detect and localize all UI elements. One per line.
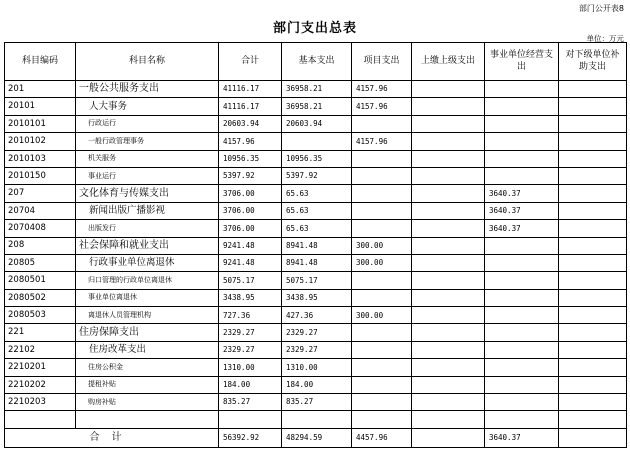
row-lower — [559, 341, 627, 358]
row-upper — [412, 341, 485, 358]
table-row — [5, 289, 627, 306]
row-basic: 3438.95 — [282, 289, 352, 306]
col-header-name: 科目名称 — [76, 43, 219, 81]
row-business — [485, 237, 559, 254]
row-lower — [559, 359, 627, 376]
row-name: 出版发行 — [76, 220, 219, 237]
row-lower — [559, 98, 627, 115]
table-row — [5, 237, 627, 254]
row-code: 2080502 — [5, 289, 76, 306]
row-code: 2080501 — [5, 272, 76, 289]
row-project: 4157.96 — [352, 81, 412, 98]
row-total: 184.00 — [219, 376, 282, 393]
row-total: 41116.17 — [219, 81, 282, 98]
table-row — [5, 272, 627, 289]
table-row — [5, 133, 627, 150]
table-row — [5, 359, 627, 376]
row-basic: 65.63 — [282, 185, 352, 202]
row-total: 4157.96 — [219, 133, 282, 150]
table-row — [5, 115, 627, 132]
row-upper — [412, 254, 485, 271]
total-project: 4457.96 — [352, 428, 412, 447]
row-upper — [412, 272, 485, 289]
row-project — [352, 289, 412, 306]
row-project — [352, 167, 412, 184]
row-basic: 835.27 — [282, 394, 352, 411]
table-row — [5, 185, 627, 202]
table-row — [5, 394, 627, 411]
row-total: 9241.48 — [219, 237, 282, 254]
row-basic: 2329.27 — [282, 341, 352, 358]
row-project — [352, 185, 412, 202]
row-project: 4157.96 — [352, 133, 412, 150]
row-code: 207 — [5, 185, 76, 202]
row-upper — [412, 167, 485, 184]
row-total: 835.27 — [219, 394, 282, 411]
row-name: 一般行政管理事务 — [76, 133, 219, 150]
row-business: 3640.37 — [485, 185, 559, 202]
table-row — [5, 98, 627, 115]
total-upper — [412, 428, 485, 447]
col-header-lower: 对下级单位补助支出 — [559, 43, 627, 81]
row-project — [352, 150, 412, 167]
empty-cell — [219, 411, 282, 428]
row-business: 3640.37 — [485, 202, 559, 219]
row-project — [352, 341, 412, 358]
row-code: 201 — [5, 81, 76, 98]
row-total: 10956.35 — [219, 150, 282, 167]
row-project — [352, 359, 412, 376]
row-total: 20603.94 — [219, 115, 282, 132]
row-total: 5075.17 — [219, 272, 282, 289]
table-row — [5, 324, 627, 341]
row-total: 1310.00 — [219, 359, 282, 376]
row-lower — [559, 115, 627, 132]
row-lower — [559, 394, 627, 411]
row-project — [352, 272, 412, 289]
row-total: 3438.95 — [219, 289, 282, 306]
row-total: 2329.27 — [219, 324, 282, 341]
row-project — [352, 220, 412, 237]
row-total: 3706.00 — [219, 202, 282, 219]
total-lower — [559, 428, 627, 447]
row-business — [485, 254, 559, 271]
row-total: 3706.00 — [219, 220, 282, 237]
expenditure-table — [4, 42, 627, 448]
report-tag: 部门公开表8 — [578, 4, 624, 13]
row-business — [485, 359, 559, 376]
row-lower — [559, 167, 627, 184]
row-lower — [559, 81, 627, 98]
row-lower — [559, 324, 627, 341]
row-basic: 184.00 — [282, 376, 352, 393]
table-row — [5, 81, 627, 98]
empty-cell — [5, 411, 76, 428]
table-row — [5, 376, 627, 393]
row-lower — [559, 237, 627, 254]
row-name: 文化体育与传媒支出 — [76, 185, 219, 202]
row-name: 离退休人员管理机构 — [76, 307, 219, 324]
row-upper — [412, 81, 485, 98]
row-basic: 36958.21 — [282, 98, 352, 115]
row-business — [485, 324, 559, 341]
row-name: 提租补贴 — [76, 376, 219, 393]
table-row — [5, 150, 627, 167]
col-header-upper: 上缴上级支出 — [412, 43, 485, 81]
row-basic: 65.63 — [282, 202, 352, 219]
row-name: 机关服务 — [76, 150, 219, 167]
row-name: 新闻出版广播影视 — [76, 202, 219, 219]
row-total: 3706.00 — [219, 185, 282, 202]
row-project: 300.00 — [352, 254, 412, 271]
row-basic: 5075.17 — [282, 272, 352, 289]
empty-cell — [412, 411, 485, 428]
row-upper — [412, 98, 485, 115]
row-code: 20805 — [5, 254, 76, 271]
empty-cell — [76, 411, 219, 428]
row-basic: 8941.48 — [282, 237, 352, 254]
row-upper — [412, 202, 485, 219]
row-business — [485, 115, 559, 132]
total-label: 合计 — [5, 428, 219, 447]
row-project — [352, 376, 412, 393]
row-business — [485, 167, 559, 184]
row-upper — [412, 289, 485, 306]
table-row — [5, 341, 627, 358]
row-lower — [559, 220, 627, 237]
row-name: 行政运行 — [76, 115, 219, 132]
col-header-total: 合计 — [219, 43, 282, 81]
header-row — [5, 43, 627, 81]
row-upper — [412, 394, 485, 411]
row-code: 2080503 — [5, 307, 76, 324]
row-upper — [412, 133, 485, 150]
row-code: 2010150 — [5, 167, 76, 184]
row-business — [485, 98, 559, 115]
row-business — [485, 272, 559, 289]
total-row — [5, 428, 627, 447]
table-row — [5, 202, 627, 219]
row-upper — [412, 220, 485, 237]
row-upper — [412, 150, 485, 167]
row-basic: 1310.00 — [282, 359, 352, 376]
total-total: 56392.92 — [219, 428, 282, 447]
empty-row — [5, 411, 627, 428]
table-row — [5, 167, 627, 184]
row-name: 住房保障支出 — [76, 324, 219, 341]
page-title: 部门支出总表 — [272, 21, 357, 36]
row-business — [485, 289, 559, 306]
row-project — [352, 394, 412, 411]
row-business — [485, 81, 559, 98]
row-lower — [559, 133, 627, 150]
row-upper — [412, 359, 485, 376]
row-project: 300.00 — [352, 237, 412, 254]
table-row — [5, 220, 627, 237]
row-project — [352, 324, 412, 341]
row-code: 20704 — [5, 202, 76, 219]
row-total: 2329.27 — [219, 341, 282, 358]
row-project: 300.00 — [352, 307, 412, 324]
row-basic: 8941.48 — [282, 254, 352, 271]
row-name: 归口管理的行政单位离退休 — [76, 272, 219, 289]
row-name: 人大事务 — [76, 98, 219, 115]
row-lower — [559, 254, 627, 271]
row-project: 4157.96 — [352, 98, 412, 115]
row-code: 22102 — [5, 341, 76, 358]
col-header-business: 事业单位经营支出 — [485, 43, 559, 81]
row-code: 2210202 — [5, 376, 76, 393]
table-row — [5, 307, 627, 324]
col-header-code: 科目编码 — [5, 43, 76, 81]
row-upper — [412, 115, 485, 132]
table-row — [5, 254, 627, 271]
row-business — [485, 394, 559, 411]
row-upper — [412, 185, 485, 202]
row-business — [485, 376, 559, 393]
row-business — [485, 150, 559, 167]
row-code: 2010103 — [5, 150, 76, 167]
row-name: 住房改革支出 — [76, 341, 219, 358]
row-code: 221 — [5, 324, 76, 341]
col-header-basic: 基本支出 — [282, 43, 352, 81]
empty-cell — [559, 411, 627, 428]
row-business — [485, 341, 559, 358]
row-basic: 2329.27 — [282, 324, 352, 341]
row-code: 2070408 — [5, 220, 76, 237]
row-name: 事业运行 — [76, 167, 219, 184]
row-basic: 65.63 — [282, 220, 352, 237]
total-business: 3640.37 — [485, 428, 559, 447]
empty-cell — [485, 411, 559, 428]
row-upper — [412, 376, 485, 393]
row-code: 2010102 — [5, 133, 76, 150]
row-upper — [412, 324, 485, 341]
row-business — [485, 307, 559, 324]
row-name: 购房补贴 — [76, 394, 219, 411]
row-upper — [412, 307, 485, 324]
row-name: 住房公积金 — [76, 359, 219, 376]
row-basic: 427.36 — [282, 307, 352, 324]
row-basic — [282, 133, 352, 150]
row-code: 208 — [5, 237, 76, 254]
col-header-project: 项目支出 — [352, 43, 412, 81]
total-basic: 48294.59 — [282, 428, 352, 447]
row-total: 41116.17 — [219, 98, 282, 115]
row-lower — [559, 272, 627, 289]
row-lower — [559, 376, 627, 393]
row-business: 3640.37 — [485, 220, 559, 237]
row-lower — [559, 307, 627, 324]
row-basic: 5397.92 — [282, 167, 352, 184]
row-upper — [412, 237, 485, 254]
empty-cell — [352, 411, 412, 428]
row-total: 727.36 — [219, 307, 282, 324]
row-lower — [559, 150, 627, 167]
row-name: 行政事业单位离退休 — [76, 254, 219, 271]
row-basic: 36958.21 — [282, 81, 352, 98]
row-code: 20101 — [5, 98, 76, 115]
row-lower — [559, 202, 627, 219]
unit-label: 单位：万元 — [586, 34, 624, 43]
row-name: 事业单位离退休 — [76, 289, 219, 306]
row-lower — [559, 289, 627, 306]
row-basic: 20603.94 — [282, 115, 352, 132]
row-lower — [559, 185, 627, 202]
row-total: 9241.48 — [219, 254, 282, 271]
row-total: 5397.92 — [219, 167, 282, 184]
row-project — [352, 202, 412, 219]
row-name: 一般公共服务支出 — [76, 81, 219, 98]
row-basic: 10956.35 — [282, 150, 352, 167]
row-name: 社会保障和就业支出 — [76, 237, 219, 254]
row-code: 2010101 — [5, 115, 76, 132]
empty-cell — [282, 411, 352, 428]
row-project — [352, 115, 412, 132]
row-code: 2210203 — [5, 394, 76, 411]
row-code: 2210201 — [5, 359, 76, 376]
row-business — [485, 133, 559, 150]
